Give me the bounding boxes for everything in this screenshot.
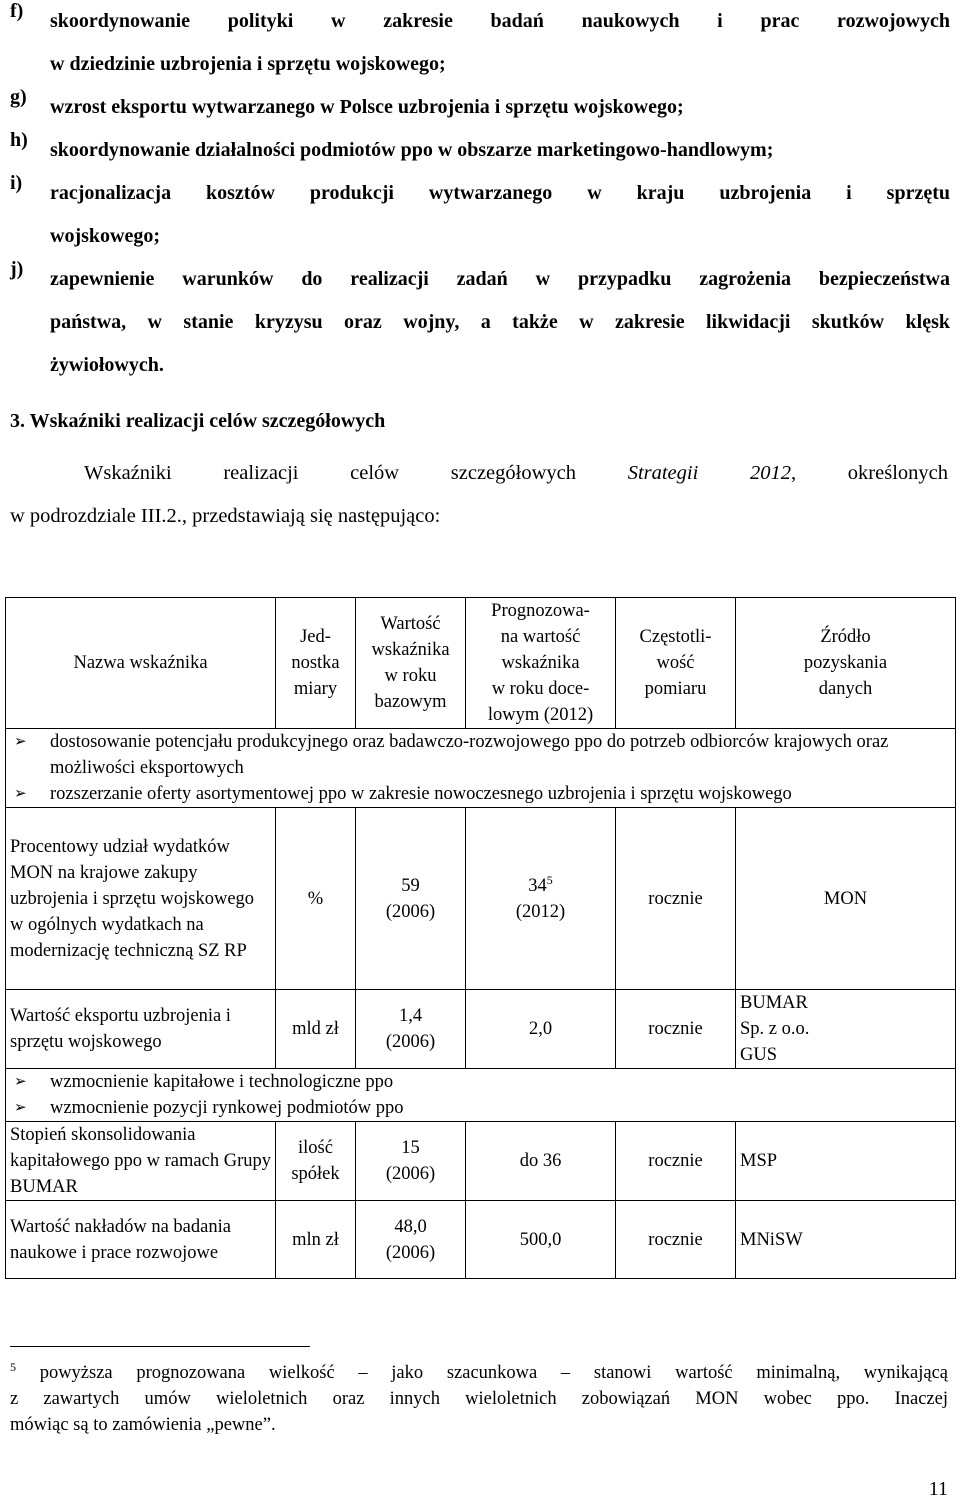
goal-item: ➢ dostosowanie potencjału produkcyjnego oraz badawczo-rozwojowego ppo do potrzeb odbiorców krajowych oraz możliwości eksportowych bbox=[10, 729, 951, 781]
arrow-bullet-icon: ➢ bbox=[14, 1100, 27, 1116]
intro-paragraph bbox=[10, 452, 948, 538]
data-source: MNiSW bbox=[736, 1201, 956, 1279]
goal-row bbox=[6, 1069, 956, 1122]
indicator-unit: ilość spółek bbox=[276, 1122, 356, 1201]
frequency: rocznie bbox=[616, 1122, 736, 1201]
list-line: skoordynowanie działalności podmiotów ppo w obszarze marketingowo-handlowym; bbox=[50, 139, 774, 161]
list-item-h bbox=[10, 129, 950, 172]
indicator-name: Wartość eksportu uzbrojenia i sprzętu wojskowego bbox=[6, 990, 276, 1069]
footnote-line: $^5$ powyższa prognozowana wielkość – jako szacunkowa – stanowi wartość minimalną, wynikającą bbox=[10, 1359, 948, 1383]
arrow-bullet-icon: ➢ bbox=[14, 786, 27, 802]
paragraph-text: Wskaźniki realizacji celów szczegółowych bbox=[84, 462, 628, 484]
indicator-name: Wartość nakładów na badania naukowe i prace rozwojowe bbox=[6, 1201, 276, 1279]
list-marker: f) bbox=[10, 0, 24, 22]
indicator-name: Procentowy udział wydatków MON na krajowe zakupy uzbrojenia i sprzętu wojskowego w ogólnych wydatkach na modernizację techniczną SZ RP bbox=[6, 808, 276, 990]
data-source: MON bbox=[736, 808, 956, 990]
list-marker: i) bbox=[10, 172, 23, 194]
header-frequency: Częstotli- wość pomiaru bbox=[616, 598, 736, 729]
list-line: żywiołowych. bbox=[50, 354, 164, 376]
frequency: rocznie bbox=[616, 808, 736, 990]
list-item-i bbox=[10, 172, 950, 258]
table-header-row bbox=[6, 598, 956, 729]
footnote bbox=[10, 1360, 948, 1438]
list-line: państwa, w stanie kryzysu oraz wojny, a także w zakresie likwidacji skutków klęsk bbox=[50, 311, 950, 333]
paragraph-line: w podrozdziale III.2., przedstawiają się następująco: bbox=[10, 505, 441, 527]
footnote-line: z zawartych umów wieloletnich oraz innych wieloletnich zobowiązań MON wobec ppo. Inaczej bbox=[10, 1389, 948, 1409]
header-name: Nazwa wskaźnika bbox=[6, 598, 276, 729]
list-line: zapewnienie warunków do realizacji zadań w przypadku zagrożenia bezpieczeństwa bbox=[50, 268, 950, 290]
list-line: skoordynowanie polityki w zakresie badań naukowych i prac rozwojowych bbox=[50, 10, 950, 32]
table-row bbox=[6, 990, 956, 1069]
page-number: 11 bbox=[928, 1478, 948, 1500]
target-value: 2,0 bbox=[466, 990, 616, 1069]
header-base: Wartość wskaźnika w roku bazowym bbox=[356, 598, 466, 729]
list-marker: g) bbox=[10, 86, 27, 108]
goal-row bbox=[6, 729, 956, 808]
indicator-unit: mln zł bbox=[276, 1201, 356, 1279]
header-unit: Jed- nostka miary bbox=[276, 598, 356, 729]
base-value: 15 (2006) bbox=[356, 1122, 466, 1201]
paragraph-line bbox=[10, 452, 948, 495]
list-item-f bbox=[10, 0, 950, 86]
indicator-name: Stopień skonsolidowania kapitałowego ppo w ramach Grupy BUMAR bbox=[6, 1122, 276, 1201]
list-marker: j) bbox=[10, 258, 24, 280]
arrow-bullet-icon: ➢ bbox=[14, 1074, 27, 1090]
header-target: Prognozowa- na wartość wskaźnika w roku doce- lowym (2012) bbox=[466, 598, 616, 729]
list-item-j bbox=[10, 258, 950, 387]
target-value: do 36 bbox=[466, 1122, 616, 1201]
goal-item: ➢ wzmocnienie kapitałowe i technologiczne ppo bbox=[10, 1069, 951, 1095]
list-line: wzrost eksportu wytwarzanego w Polsce uzbrojenia i sprzętu wojskowego; bbox=[50, 96, 684, 118]
goal-item: ➢ rozszerzanie oferty asortymentowej ppo w zakresie nowoczesnego uzbrojenia i sprzętu wojskowego bbox=[10, 781, 951, 807]
indicator-unit: % bbox=[276, 808, 356, 990]
data-source: BUMAR Sp. z o.o. GUS bbox=[736, 990, 956, 1069]
indicators-table bbox=[5, 597, 956, 1279]
target-value: 500,0 bbox=[466, 1201, 616, 1279]
goal-item: ➢ wzmocnienie pozycji rynkowej podmiotów ppo bbox=[10, 1095, 951, 1121]
base-value: 59 (2006) bbox=[356, 808, 466, 990]
arrow-bullet-icon: ➢ bbox=[14, 734, 27, 750]
table-row bbox=[6, 1122, 956, 1201]
base-value: 1,4 (2006) bbox=[356, 990, 466, 1069]
strategy-title: Strategii 2012 bbox=[627, 462, 791, 484]
list-line: racjonalizacja kosztów produkcji wytwarzanego w kraju uzbrojenia i sprzętu bbox=[50, 182, 950, 204]
data-source: MSP bbox=[736, 1122, 956, 1201]
frequency: rocznie bbox=[616, 990, 736, 1069]
indicator-unit: mld zł bbox=[276, 990, 356, 1069]
list-item-g bbox=[10, 86, 950, 129]
table-row bbox=[6, 1201, 956, 1279]
list-line: wojskowego; bbox=[50, 225, 160, 247]
section-heading: 3. Wskaźniki realizacji celów szczegółowych bbox=[10, 410, 386, 432]
list-line: w dziedzinie uzbrojenia i sprzętu wojskowego; bbox=[50, 53, 446, 75]
table-row bbox=[6, 808, 956, 990]
paragraph-text: , określonych bbox=[790, 462, 948, 484]
footnote-line: mówiąc są to zamówienia „pewne”. bbox=[10, 1415, 276, 1435]
header-source: Źródło pozyskania danych bbox=[736, 598, 956, 729]
target-value: $34^5$ (2012) bbox=[466, 808, 616, 990]
footnote-number: 5 bbox=[10, 1359, 16, 1374]
frequency: rocznie bbox=[616, 1201, 736, 1279]
base-value: 48,0 (2006) bbox=[356, 1201, 466, 1279]
footnote-separator bbox=[10, 1346, 310, 1347]
footnote-ref: 5 bbox=[546, 872, 553, 887]
objectives-list bbox=[10, 0, 950, 387]
list-marker: h) bbox=[10, 129, 28, 151]
